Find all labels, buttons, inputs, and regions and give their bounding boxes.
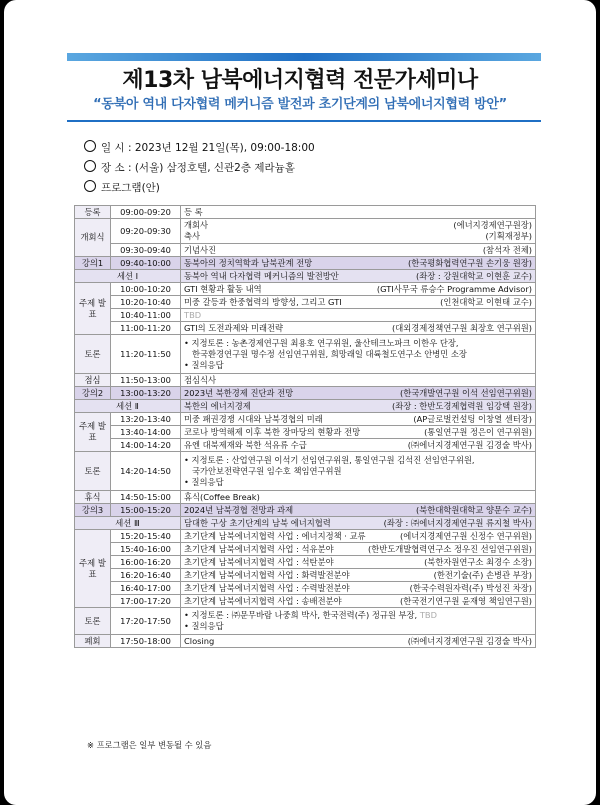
category-cell: 토론 [75,608,111,635]
time-cell: 11:50-13:00 [111,374,181,387]
content-cell: 2023년 북한경제 진단과 전망 (한국개발연구원 이석 선임연구위원) [181,387,536,400]
table-row [75,283,536,296]
content-cell: 미중 갈등과 한중협력의 방향성, 그리고 GTI (인천대학교 이현태 교수) [181,296,536,309]
time-cell: 14:20-14:50 [111,452,181,491]
content-cell: 초기단계 남북에너지협력 사업 : 에너지정책 · 교류 (에너지경제연구원 신정수 연구위원) [181,530,536,543]
content-cell: GTI의 도전과제와 미래전략 (대외경제정책연구원 최장호 연구위원) [181,322,536,335]
title-bottom-bar [67,120,541,122]
table-row [75,296,536,309]
category-cell: 점심 [75,374,111,387]
time-cell: 10:00-10:20 [111,283,181,296]
document-page [4,0,596,805]
table-row [75,491,536,504]
table-row [75,387,536,400]
time-cell: 15:00-15:20 [111,504,181,517]
time-cell: 17:00-17:20 [111,595,181,608]
session-cell: 세션 Ⅱ [75,400,181,413]
time-cell: 09:00-09:20 [111,206,181,219]
content-cell: 초기단계 남북에너지협력 사업 : 수력발전분야 (한국수력원자력(주) 박성진 차장) [181,582,536,595]
category-cell: 개회식 [75,219,111,257]
table-row [75,504,536,517]
category-cell: 강의3 [75,504,111,517]
page-title: 제13차 남북에너지협력 전문가세미나 [122,68,478,93]
circle-bullet-icon [84,160,96,172]
category-cell: 폐회 [75,635,111,648]
info-date: 일 시 : 2023년 12월 21일(목), 09:00-18:00 [84,140,315,155]
table-row [75,206,536,219]
time-cell: 14:00-14:20 [111,439,181,452]
table-row [75,582,536,595]
table-row [75,270,536,283]
table-row [75,569,536,582]
table-row [75,452,536,491]
content-cell: 코로나 방역해제 이후 북한 장마당의 현황과 전망 (통일연구원 정은이 연구위원) [181,426,536,439]
content-cell: Closing (㈜에너지경제연구원 김경술 박사) [181,635,536,648]
time-cell: 16:00-16:20 [111,556,181,569]
time-cell: 16:20-16:40 [111,569,181,582]
time-cell: 10:20-10:40 [111,296,181,309]
content-cell: 기념사진 (참석자 전체) [181,244,536,257]
content-cell: 초기단계 남북에너지협력 사업 : 화력발전분야 (한전기술(주) 손병관 부장) [181,569,536,582]
table-row [75,400,536,413]
content-cell: 점심식사 [181,374,536,387]
session-cell: 세션 Ⅲ [75,517,181,530]
category-cell: 휴식 [75,491,111,504]
session-cell: 세션 Ⅰ [75,270,181,283]
table-row [75,530,536,543]
content-cell: • 지정토론 : ㈜문무바람 나중희 박사, 한국전력(주) 정규원 부장, TBD • 질의응답 [181,608,536,635]
table-row [75,322,536,335]
table-row [75,257,536,270]
time-cell: 17:50-18:00 [111,635,181,648]
time-cell: 16:40-17:00 [111,582,181,595]
content-cell: TBD [181,309,536,322]
time-cell: 15:20-15:40 [111,530,181,543]
content-cell: 초기단계 남북에너지협력 사업 : 송배전분야 (한국전기연구원 윤재영 책임연구원) [181,595,536,608]
time-cell: 14:50-15:00 [111,491,181,504]
time-cell: 15:40-16:00 [111,543,181,556]
category-cell: 강의2 [75,387,111,400]
time-cell: 09:20-09:30 [111,219,181,244]
category-cell: 토론 [75,335,111,374]
time-cell: 13:20-13:40 [111,413,181,426]
category-cell: 토론 [75,452,111,491]
table-row [75,556,536,569]
table-row [75,439,536,452]
content-cell: 동북아 역내 다자협력 메커니즘의 발전방안 (좌장 : 강원대학교 이현훈 교수) [181,270,536,283]
time-cell: 09:40-10:00 [111,257,181,270]
time-cell: 11:00-11:20 [111,322,181,335]
category-cell: 주제 발표 [75,530,111,608]
content-cell: 담대한 구상 초기단계의 남북 에너지협력 (좌장 : ㈜에너지경제연구원 류지철 박사) [181,517,536,530]
content-cell: • 지정토론 : 산업연구원 이석기 선임연구위원, 통일연구원 김석진 선임연구위원, 국가안보전략연구원 임수호 책임연구위원 • 질의응답 [181,452,536,491]
category-cell: 강의1 [75,257,111,270]
content-cell: 등 록 [181,206,536,219]
circle-bullet-icon [84,140,96,152]
time-cell: 09:30-09:40 [111,244,181,257]
category-cell: 주제 발표 [75,413,111,452]
time-cell: 13:40-14:00 [111,426,181,439]
table-row [75,517,536,530]
footnote: ※ 프로그램은 일부 변동될 수 있음 [87,740,212,750]
page-subtitle: “동북아 역내 다자협력 메커니즘 발전과 초기단계의 남북에너지협력 방안” [93,97,507,112]
category-cell: 등록 [75,206,111,219]
content-cell: 북한의 에너지경제 (좌장 : 한반도경제협력원 임강택 원장) [181,400,536,413]
table-row [75,608,536,635]
table-row [75,335,536,374]
table-row [75,635,536,648]
content-cell: 초기단계 남북에너지협력 사업 : 석유분야 (한반도개발협력연구소 정우진 선임연구위원) [181,543,536,556]
content-cell: 휴식(Coffee Break) [181,491,536,504]
circle-bullet-icon [84,180,96,192]
table-row [75,219,536,244]
info-place: 장 소 : (서울) 삼정호텔, 신관2층 제라늄홀 [84,160,295,175]
category-cell: 주제 발표 [75,283,111,335]
time-cell: 13:00-13:20 [111,387,181,400]
table-row [75,413,536,426]
content-cell: 초기단계 남북에너지협력 사업 : 석탄분야 (북한자원연구소 최경수 소장) [181,556,536,569]
content-cell: 개회사 (에너지경제연구원장) 축사 (기획재정부) [181,219,536,244]
table-row [75,244,536,257]
content-cell: 유엔 대북제재와 북한 석유류 수급 (㈜에너지경제연구원 김경술 박사) [181,439,536,452]
table-row [75,426,536,439]
content-cell: • 지정토론 : 농촌경제연구원 최용호 연구위원, 울산테크노파크 이한우 단장, 한국환경연구원 명수정 선임연구위원, 희망래일 대륙철도연구소 안병민 소장 • 질의응답 [181,335,536,374]
content-cell: 2024년 남북경협 전망과 과제 (북한대학원대학교 양문수 교수) [181,504,536,517]
time-cell: 17:20-17:50 [111,608,181,635]
title-top-bar [67,53,541,61]
table-row [75,309,536,322]
table-row [75,543,536,556]
content-cell: 동북아의 정치역학과 남북관계 전망 (한국평화협력연구원 손기웅 원장) [181,257,536,270]
time-cell: 11:20-11:50 [111,335,181,374]
info-program: 프로그램(안) [84,180,160,195]
content-cell: 미중 패권경쟁 시대와 남북경협의 미래 (AP글로벌컨설팅 이창열 센터장) [181,413,536,426]
content-cell: GTI 현황과 활동 내역 (GTI사무국 류승수 Programme Advisor) [181,283,536,296]
table-row [75,595,536,608]
table-row [75,374,536,387]
program-table [74,205,536,648]
time-cell: 10:40-11:00 [111,309,181,322]
